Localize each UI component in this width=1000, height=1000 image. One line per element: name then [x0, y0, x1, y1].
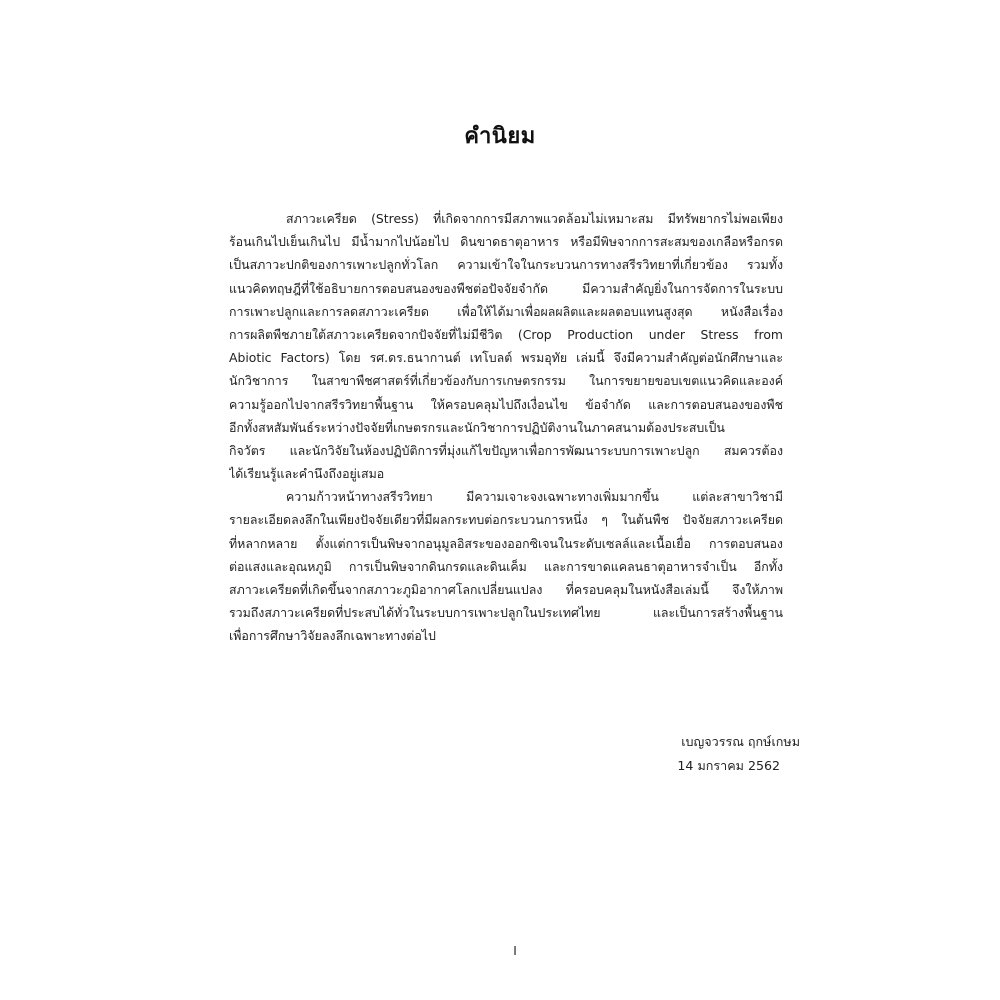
- page-title: คำนิยม: [464, 124, 536, 149]
- paragraph-line: ความรู้ออกไปจากสรีรวิทยาพื้นฐาน ให้ครอบคลุมไปถึงเงื่อนไข ข้อจำกัด และการตอบสนองของพืช: [229, 396, 783, 412]
- signature-block: [610, 730, 800, 778]
- paragraph-line: เพื่อการศึกษาวิจัยลงลึกเฉพาะทางต่อไป: [229, 628, 436, 644]
- paragraph-line: สภาวะเครียด (Stress) ที่เกิดจากการมีสภาพแวดล้อมไม่เหมาะสม มีทรัพยากรไม่พอเพียง: [286, 211, 783, 226]
- paragraph-line: ความก้าวหน้าทางสรีรวิทยา มีความเจาะจงเฉพาะทางเพิ่มมากขึ้น แต่ละสาขาวิชามี: [286, 489, 783, 505]
- signature-name: เบญจวรรณ ฤกษ์เกษม: [681, 734, 800, 749]
- page-number: I: [513, 944, 517, 958]
- paragraph-2: [229, 485, 783, 647]
- foreword-body: [229, 207, 783, 648]
- paragraph-1: [229, 207, 783, 485]
- paragraph-line: กิจวัตร และนักวิจัยในห้องปฏิบัติการที่มุ่งแก้ไขปัญหาเพื่อการพัฒนาระบบการเพาะปลูก สมควรต้อง: [229, 442, 783, 458]
- paragraph-line: ร้อนเกินไปเย็นเกินไป มีน้ำมากไปน้อยไป ดินขาดธาตุอาหาร หรือมีพิษจากการสะสมของเกลือหรือกรด: [229, 234, 783, 250]
- paragraph-line: นักวิชาการ ในสาขาพืชศาสตร์ที่เกี่ยวข้องกับการเกษตรกรรม ในการขยายขอบเขตแนวคิดและองค์: [229, 373, 783, 389]
- paragraph-line: แนวคิดทฤษฎีที่ใช้อธิบายการตอบสนองของพืชต่อปัจจัยจำกัด มีความสำคัญยิ่งในการจัดการในระบบ: [229, 280, 783, 296]
- paragraph-line: สภาวะเครียดที่เกิดขึ้นจากสภาวะภูมิอากาศโลกเปลี่ยนแปลง ที่ครอบคลุมในหนังสือเล่มนี้ จึงให้ภาพ: [229, 582, 783, 597]
- paragraph-line: อีกทั้งสหสัมพันธ์ระหว่างปัจจัยที่เกษตรกรและนักวิชาการปฏิบัติงานในภาคสนามต้องประสบเป็น: [229, 419, 725, 435]
- signature-date: 14 มกราคม 2562: [677, 758, 780, 773]
- paragraph-line: การเพาะปลูกและการลดสภาวะเครียด เพื่อให้ได้มาเพื่อผลผลิตและผลตอบแทนสูงสุด หนังสือเรื่อง: [229, 303, 783, 319]
- paragraph-line: ที่หลากหลาย ตั้งแต่การเป็นพิษจากอนุมูลอิสระของออกซิเจนในระดับเซลล์และเนื้อเยื่อ การตอบสนอง: [229, 535, 783, 551]
- paragraph-line: ต่อแสงและอุณหภูมิ การเป็นพิษจากดินกรดและดินเค็ม และการขาดแคลนธาตุอาหารจำเป็น อีกทั้ง: [229, 558, 783, 574]
- paragraph-line: เป็นสภาวะปกติของการเพาะปลูกทั่วโลก ความเข้าใจในกระบวนการทางสรีรวิทยาที่เกี่ยวข้อง รวมทั้ง: [229, 257, 783, 273]
- paragraph-line: การผลิตพืชภายใต้สภาวะเครียดจากปัจจัยที่ไม่มีชีวิต (Crop Production under Stress from: [229, 326, 783, 342]
- paragraph-line: ได้เรียนรู้และคำนึงถึงอยู่เสมอ: [229, 466, 385, 482]
- paragraph-line: รายละเอียดลงลึกในเพียงปัจจัยเดียวที่มีผลกระทบต่อกระบวนการหนึ่ง ๆ ในต้นพืช ปัจจัยสภาวะเครียด: [229, 512, 783, 528]
- paragraph-line: Abiotic Factors) โดย รศ.ดร.ธนากานต์ เทโบลต์ พรมอุทัย เล่มนี้ จึงมีความสำคัญต่อนักศึกษาและ: [229, 350, 783, 366]
- paragraph-line: รวมถึงสภาวะเครียดที่ประสบได้ทั่วในระบบการเพาะปลูกในประเทศไทย และเป็นการสร้างพื้นฐาน: [229, 605, 783, 621]
